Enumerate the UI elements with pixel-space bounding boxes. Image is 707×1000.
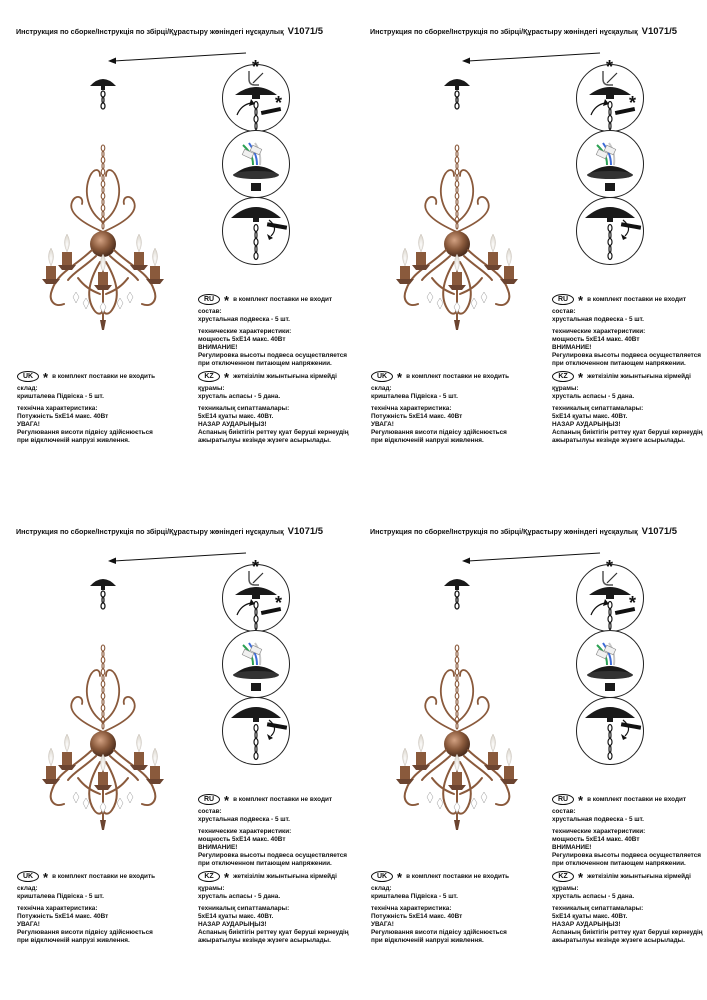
kz-warning-line2: ажыратылуы кезінде жүзеге асырылады. [552, 937, 685, 944]
ru-warning-label: ВНИМАНИЕ! [198, 344, 238, 351]
uk-info-block [17, 871, 177, 945]
kz-warning-line2: ажыратылуы кезінде жүзеге асырылады. [198, 937, 331, 944]
asterisk-icon: * [578, 292, 584, 308]
step-wire-connection [576, 630, 644, 698]
uk-warning-line2: при відключеній напрузі живлення. [371, 437, 484, 444]
ru-warning-line1: Регулировка высоты подвеса осуществляется [552, 852, 702, 859]
kz-info-block [198, 371, 358, 445]
uk-language-badge: UK [17, 871, 39, 882]
asterisk-icon: * [397, 869, 403, 885]
asterisk-icon: * [629, 93, 637, 113]
direction-arrow-icon [462, 50, 602, 66]
uk-warning-line2: при відключеній напрузі живлення. [371, 937, 484, 944]
uk-warning-label: УВАГА! [371, 421, 394, 428]
uk-composition: кришталева Підвіска - 5 шт. [17, 393, 104, 400]
uk-composition-label: склад: [17, 885, 38, 892]
ru-info-block [198, 294, 358, 368]
uk-info-block [371, 371, 531, 445]
uk-composition-label: склад: [371, 885, 392, 892]
instruction-title [370, 26, 677, 37]
uk-warning-line1: Регулювання висоти підвісу здійснюється [371, 929, 507, 936]
ru-language-badge: RU [552, 294, 574, 305]
uk-not-included: в комплект поставки не входить [406, 372, 510, 380]
ru-info-block [552, 294, 707, 368]
chandelier-illustration [382, 572, 532, 842]
kz-info-block [552, 871, 707, 945]
ru-composition-label: состав: [552, 308, 576, 315]
kz-composition: хрусталь аспасы - 5 дана. [198, 393, 281, 400]
instruction-sheet [354, 0, 704, 495]
chandelier-illustration [382, 72, 532, 342]
ru-composition-label: состав: [552, 808, 576, 815]
chandelier-illustration [28, 572, 178, 842]
kz-composition-label: құрамы: [198, 385, 225, 392]
ru-composition-label: состав: [198, 808, 222, 815]
model-number: V1071/5 [287, 526, 324, 537]
kz-warning-label: НАЗАР АУДАРЫҢЫЗ! [552, 921, 621, 928]
kz-composition-label: құрамы: [552, 385, 579, 392]
ru-warning-line2: при отключенном питающем напряжении. [198, 860, 332, 867]
step-wire-connection [222, 630, 290, 698]
ru-language-badge: RU [552, 794, 574, 805]
instruction-sheet [354, 500, 704, 995]
asterisk-icon: * [224, 792, 230, 808]
instruction-sheet [0, 0, 350, 495]
kz-specs: 5хЕ14 қуаты макс. 40Вт. [552, 913, 628, 920]
kz-not-included: жеткізілім жиынтығына кірмейді [587, 872, 691, 880]
asterisk-icon: * [397, 369, 403, 385]
kz-info-block [552, 371, 707, 445]
ru-warning-label: ВНИМАНИЕ! [552, 344, 592, 351]
ru-warning-line1: Регулировка высоты подвеса осуществляется [198, 352, 348, 359]
asterisk-icon: * [252, 557, 260, 577]
uk-specs-label: технічна характеристика: [17, 405, 98, 412]
kz-specs: 5хЕ14 қуаты макс. 40Вт. [198, 913, 274, 920]
ru-composition: хрустальная подвеска - 5 шт. [552, 316, 644, 323]
ru-specs-label: технические характеристики: [198, 828, 292, 835]
kz-not-included: жеткізілім жиынтығына кірмейді [233, 372, 337, 380]
step-canopy-fixing [222, 197, 290, 265]
asterisk-icon: * [224, 869, 230, 885]
ru-specs: мощность 5хЕ14 макс. 40Вт [198, 336, 286, 343]
direction-arrow-icon [462, 550, 602, 566]
ru-specs: мощность 5хЕ14 макс. 40Вт [198, 836, 286, 843]
ru-info-block [552, 794, 707, 868]
kz-composition-label: құрамы: [198, 885, 225, 892]
step-canopy-fixing [222, 697, 290, 765]
step-wire-connection [576, 130, 644, 198]
step-wire-connection [222, 130, 290, 198]
uk-specs: Потужність 5хЕ14 макс. 40Вт [371, 913, 463, 920]
kz-specs: 5хЕ14 қуаты макс. 40Вт. [198, 413, 274, 420]
ru-not-included: в комплект поставки не входит [587, 795, 687, 803]
direction-arrow-icon [108, 50, 248, 66]
uk-specs-label: технічна характеристика: [17, 905, 98, 912]
kz-warning-label: НАЗАР АУДАРЫҢЫЗ! [552, 421, 621, 428]
ru-composition: хрустальная подвеска - 5 шт. [198, 816, 290, 823]
uk-info-block [17, 371, 177, 445]
kz-warning-line1: Аспаның биіктігін реттеу қуат беруші кернеудің [552, 429, 703, 436]
kz-language-badge: KZ [552, 871, 574, 882]
uk-warning-line2: при відключеній напрузі живлення. [17, 437, 130, 444]
kz-specs-label: техникалық сипаттамалары: [198, 905, 290, 912]
ru-language-badge: RU [198, 294, 220, 305]
asterisk-icon: * [606, 557, 614, 577]
chandelier-illustration [28, 72, 178, 342]
ru-composition-label: состав: [198, 308, 222, 315]
kz-composition: хрусталь аспасы - 5 дана. [552, 393, 635, 400]
uk-not-included: в комплект поставки не входить [52, 872, 156, 880]
kz-composition: хрусталь аспасы - 5 дана. [198, 893, 281, 900]
uk-not-included: в комплект поставки не входить [52, 372, 156, 380]
asterisk-icon: * [578, 369, 584, 385]
kz-warning-label: НАЗАР АУДАРЫҢЫЗ! [198, 921, 267, 928]
ru-not-included: в комплект поставки не входит [587, 295, 687, 303]
ru-specs: мощность 5хЕ14 макс. 40Вт [552, 336, 640, 343]
kz-specs: 5хЕ14 қуаты макс. 40Вт. [552, 413, 628, 420]
ru-specs-label: технические характеристики: [198, 328, 292, 335]
ru-warning-label: ВНИМАНИЕ! [552, 844, 592, 851]
title-text: Инструкция по сборке/Інструкція по збірці/Құрастыру жөніндегі нұсқаулық [370, 527, 638, 536]
instruction-title [16, 26, 323, 37]
asterisk-icon: * [275, 93, 283, 113]
uk-composition-label: склад: [371, 385, 392, 392]
kz-warning-label: НАЗАР АУДАРЫҢЫЗ! [198, 421, 267, 428]
kz-specs-label: техникалық сипаттамалары: [552, 405, 644, 412]
kz-warning-line1: Аспаның биіктігін реттеу қуат беруші кернеудің [198, 929, 349, 936]
kz-composition-label: құрамы: [552, 885, 579, 892]
asterisk-icon: * [629, 593, 637, 613]
uk-warning-line1: Регулювання висоти підвісу здійснюється [17, 929, 153, 936]
ru-not-included: в комплект поставки не входит [233, 795, 333, 803]
asterisk-icon: * [43, 369, 49, 385]
uk-warning-label: УВАГА! [371, 921, 394, 928]
asterisk-icon: * [578, 869, 584, 885]
uk-specs-label: технічна характеристика: [371, 405, 452, 412]
kz-warning-line1: Аспаның биіктігін реттеу қуат беруші кернеудің [198, 429, 349, 436]
asterisk-icon: * [224, 292, 230, 308]
uk-warning-label: УВАГА! [17, 921, 40, 928]
asterisk-icon: * [43, 869, 49, 885]
ru-specs: мощность 5хЕ14 макс. 40Вт [552, 836, 640, 843]
asterisk-icon: * [578, 792, 584, 808]
asterisk-icon: * [252, 57, 260, 77]
kz-language-badge: KZ [198, 871, 220, 882]
uk-language-badge: UK [371, 371, 393, 382]
ru-composition: хрустальная подвеска - 5 шт. [552, 816, 644, 823]
title-text: Инструкция по сборке/Інструкція по збірці/Құрастыру жөніндегі нұсқаулық [16, 527, 284, 536]
uk-warning-line1: Регулювання висоти підвісу здійснюється [17, 429, 153, 436]
title-text: Инструкция по сборке/Інструкція по збірці/Құрастыру жөніндегі нұсқаулық [370, 27, 638, 36]
kz-warning-line2: ажыратылуы кезінде жүзеге асырылады. [552, 437, 685, 444]
uk-language-badge: UK [17, 371, 39, 382]
ru-warning-line2: при отключенном питающем напряжении. [552, 860, 686, 867]
uk-info-block [371, 871, 531, 945]
uk-composition: кришталева Підвіска - 5 шт. [371, 893, 458, 900]
ru-composition: хрустальная подвеска - 5 шт. [198, 316, 290, 323]
instruction-title [370, 526, 677, 537]
uk-specs-label: технічна характеристика: [371, 905, 452, 912]
uk-warning-line1: Регулювання висоти підвісу здійснюється [371, 429, 507, 436]
kz-composition: хрусталь аспасы - 5 дана. [552, 893, 635, 900]
ru-not-included: в комплект поставки не входит [233, 295, 333, 303]
kz-language-badge: KZ [552, 371, 574, 382]
uk-warning-label: УВАГА! [17, 421, 40, 428]
direction-arrow-icon [108, 550, 248, 566]
uk-specs: Потужність 5хЕ14 макс. 40Вт [17, 913, 109, 920]
kz-warning-line2: ажыратылуы кезінде жүзеге асырылады. [198, 437, 331, 444]
kz-not-included: жеткізілім жиынтығына кірмейді [233, 872, 337, 880]
asterisk-icon: * [275, 593, 283, 613]
kz-info-block [198, 871, 358, 945]
instruction-title [16, 526, 323, 537]
step-canopy-fixing [576, 197, 644, 265]
ru-info-block [198, 794, 358, 868]
model-number: V1071/5 [641, 26, 678, 37]
kz-specs-label: техникалық сипаттамалары: [552, 905, 644, 912]
ru-specs-label: технические характеристики: [552, 328, 646, 335]
model-number: V1071/5 [641, 526, 678, 537]
instruction-sheet [0, 500, 350, 995]
uk-specs: Потужність 5хЕ14 макс. 40Вт [17, 413, 109, 420]
title-text: Инструкция по сборке/Інструкція по збірці/Құрастыру жөніндегі нұсқаулық [16, 27, 284, 36]
kz-specs-label: техникалық сипаттамалары: [198, 405, 290, 412]
ru-warning-line2: при отключенном питающем напряжении. [198, 360, 332, 367]
ru-language-badge: RU [198, 794, 220, 805]
uk-language-badge: UK [371, 871, 393, 882]
asterisk-icon: * [606, 57, 614, 77]
ru-warning-line1: Регулировка высоты подвеса осуществляется [552, 352, 702, 359]
ru-specs-label: технические характеристики: [552, 828, 646, 835]
uk-composition: кришталева Підвіска - 5 шт. [371, 393, 458, 400]
uk-composition-label: склад: [17, 385, 38, 392]
uk-not-included: в комплект поставки не входить [406, 872, 510, 880]
kz-not-included: жеткізілім жиынтығына кірмейді [587, 372, 691, 380]
uk-composition: кришталева Підвіска - 5 шт. [17, 893, 104, 900]
ru-warning-label: ВНИМАНИЕ! [198, 844, 238, 851]
ru-warning-line2: при отключенном питающем напряжении. [552, 360, 686, 367]
uk-specs: Потужність 5хЕ14 макс. 40Вт [371, 413, 463, 420]
step-canopy-fixing [576, 697, 644, 765]
kz-warning-line1: Аспаның биіктігін реттеу қуат беруші кернеудің [552, 929, 703, 936]
asterisk-icon: * [224, 369, 230, 385]
model-number: V1071/5 [287, 26, 324, 37]
ru-warning-line1: Регулировка высоты подвеса осуществляется [198, 852, 348, 859]
kz-language-badge: KZ [198, 371, 220, 382]
uk-warning-line2: при відключеній напрузі живлення. [17, 937, 130, 944]
